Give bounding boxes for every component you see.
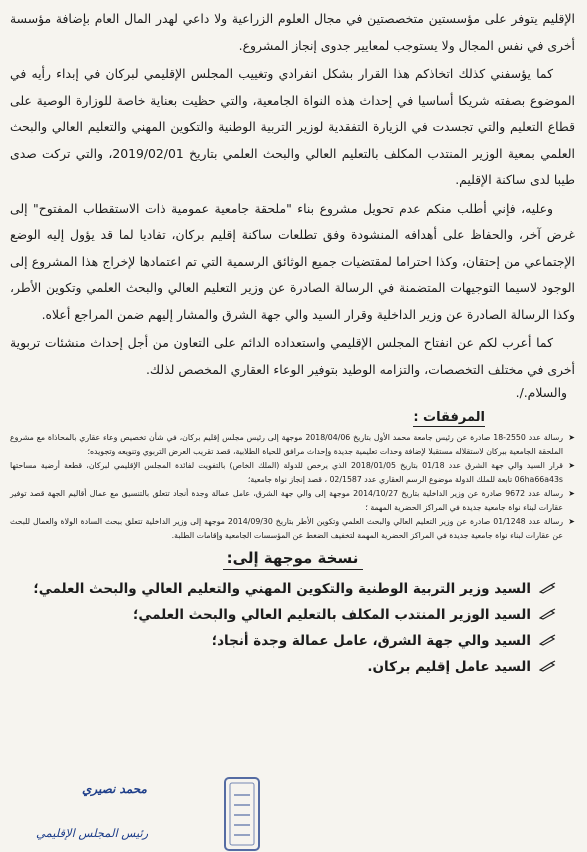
copy-recipient-text: السيد وزير التربية الوطنية والتكوين المهني والتعليم العالي والبحث العلمي؛: [33, 581, 531, 597]
arrow-bullet-icon: ➤: [568, 433, 575, 442]
body-paragraph-4: كما أعرب لكم عن انفتاح المجلس الإقليمي واستعداده الدائم على التعاون من أجل إحداث منشئات تربوية أخرى في مختلف التخصصات، والتزامه الوطيد بتوفير الوعاء العقاري المخصص لذلك.: [10, 335, 575, 377]
copy-recipient: [10, 628, 557, 654]
signatory-title: رئيس المجلس الإقليمي: [36, 826, 149, 840]
copy-recipient: [10, 654, 557, 680]
attachment-text: رسالة عدد 01/1248 صادرة عن وزير التعليم العالي والبحث العلمي وتكوين الأطر بتاريخ 2014/09/30 موجهة إلى وزير الداخلية تتعلق ببحث السادة الولاة والعمال للبحث عن عقارات لبناء نواة جامعية جديدة في المراكز الحضرية المهمة لتخفيف الضغط عن المؤسسات الجامعية وإقامات الطلبة.: [10, 517, 563, 540]
attachment-item: [10, 515, 575, 543]
copies-section: [10, 549, 575, 680]
attachment-text: رسالة عدد 2550-18 صادرة عن رئيس جامعة محمد الأول بتاريخ 2018/04/06 موجهة إلى رئيس مجلس إقليم بركان، في شأن تخصيص وعاء عقاري بالمحاذاة مع مشروع الملحقة الجامعية ببركان لاستقلاله مستقبلا لإضافة وحدات تعليمية جديدة وإحداث مرافق للحياة الطلابية، قصد تقريب العرض التربوي وتنويعه وتجويده؛: [10, 433, 563, 456]
body-paragraph-1: الإقليم يتوفر على مؤسستين متخصصتين في مجال العلوم الزراعية ولا داعي لهدر المال العام بإضافة مؤسسة أخرى في نفس المجال ولا يستوجب لمعايير جدوى إنجاز المشروع.: [10, 11, 575, 53]
arrow-bullet-icon: ➤: [568, 489, 575, 498]
copy-recipient: [10, 602, 557, 628]
copies-list: [10, 576, 575, 680]
copy-recipient: [10, 576, 557, 602]
attachment-text: رسالة عدد 9672 صادرة عن وزير الداخلية بتاريخ 2014/10/27 موجهة إلى والي جهة الشرق، عامل عمالة وجدة أنجاد تتعلق بالتنسيق مع عمال أقاليم الجهة قصد توفير عقارات لبناء نواة جامعية جديدة في المراكز الحضرية المهمة ؛: [10, 489, 563, 512]
pen-icon: [539, 660, 557, 672]
attachments-title: المرفقات :: [413, 410, 485, 425]
copy-recipient-text: السيد عامل إقليم بركان.: [367, 659, 531, 675]
arrow-bullet-icon: ➤: [568, 517, 575, 526]
copy-recipient-text: السيد الوزير المنتدب المكلف بالتعليم العالي والبحث العلمي؛: [133, 607, 531, 623]
pen-icon: [539, 634, 557, 646]
closing-salutation: والسلام./.: [515, 385, 567, 400]
attachment-item: [10, 431, 575, 459]
pen-icon: [539, 582, 557, 594]
attachment-text: قرار السيد والي جهة الشرق عدد 01/18 بتاريخ 2018/01/05 الذي يرخص للدولة (الملك الخاص) بالتفويت لفائدة المجلس الإقليمي لبركان، قطعة أرضية مساحتها 06ha66a43s تابعة للملك الدولة موضوع الرسم العقاري عدد 02/1587 ، قصد إنجاز نواة جامعية؛: [10, 461, 563, 484]
attachments-list: [10, 431, 575, 543]
arrow-bullet-icon: ➤: [568, 461, 575, 470]
copy-recipient-text: السيد والي جهة الشرق، عامل عمالة وجدة أنجاد؛: [211, 633, 531, 649]
attachments-section: [10, 400, 575, 543]
body-paragraph-3: وعليه، فإني أطلب منكم عدم تحويل مشروع بناء "ملحقة جامعية عمومية ذات الاستقطاب المفتوح" إلى غرض آخر، والحفاظ على أهدافه المنشودة وفق تطلعات ساكنة إقليم بركان، تفاديا لما قد يؤول إليه الوضع الإجتماعي من إحتقان، وكذا احتراما لمقتضيات جميع الوثائق الرسمية التي تم اعتمادها لإخراج هذا المشروع إلى الوجود لاسيما التوجيهات المتضمنة في الرسالة الصادرة عن وزير التعليم العالي والبحث العلمي وتكوين الأطر، وكذا الرسالة الصادرة عن وزير الداخلية وقرار السيد والي جهة الشرق والمشار إليهم ضمن المراجع أعلاه.: [10, 200, 575, 322]
pen-icon: [539, 608, 557, 620]
signatory-name: محمد نصيري: [82, 782, 147, 796]
attachment-item: [10, 459, 575, 487]
body-paragraph-2: كما يؤسفني كذلك اتخاذكم هذا القرار بشكل انفرادي وتغييب المجلس الإقليمي لبركان في إبداء رأيه في الموضوع بصفته شريكا أساسيا في إحداث هذه النواة الجامعية، والتي حظيت بعناية خاصة للوزارة الوصية على قطاع التعليم والتي تجسدت في الزيارة التفقدية لوزير التربية الوطنية والتكوين المهني والتعليم العالي والبحث العلمي بمعية الوزير المنتدب المكلف بالتعليم العالي والبحث العلمي بتاريخ 2019/02/01، والتي تركت صدى طيبا لدى ساكنة الإقليم.: [10, 66, 575, 187]
official-stamp-icon: [222, 775, 262, 852]
attachment-item: [10, 487, 575, 515]
copies-title: نسخة موجهة إلى:: [223, 549, 363, 570]
